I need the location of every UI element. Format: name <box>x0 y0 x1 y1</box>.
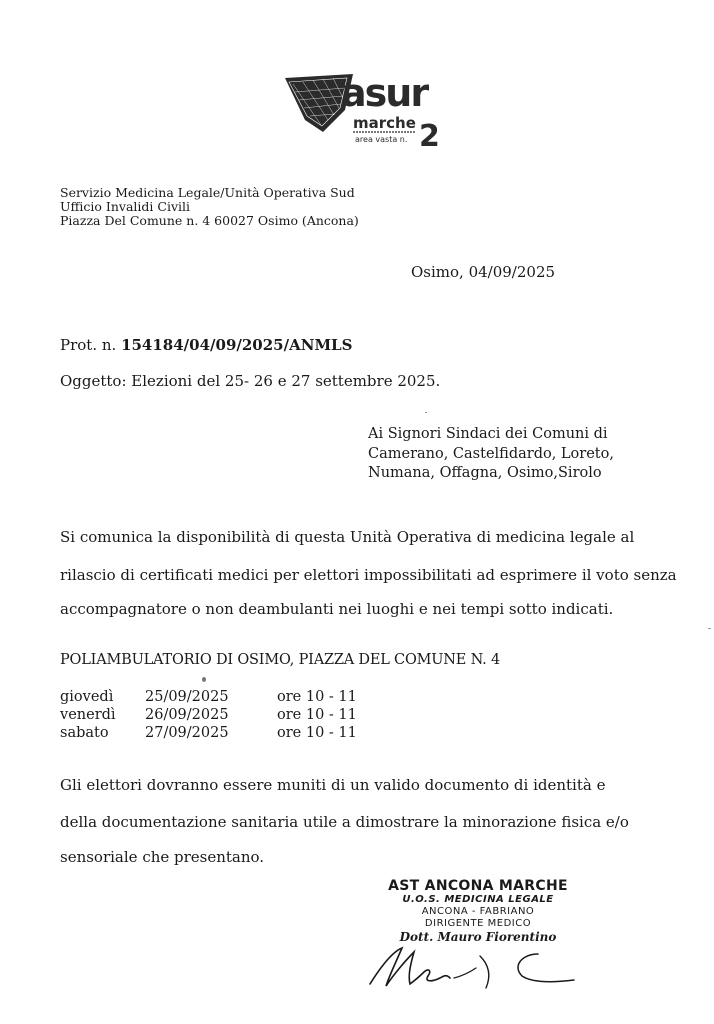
body-paragraph-line: rilascio di certificati medici per elettori impossibilitati ad esprimere il voto senza <box>60 566 677 584</box>
body-paragraph-line: Gli elettori dovranno essere muniti di un valido documento di identità e <box>60 776 606 794</box>
addressee-line: Camerano, Castelfidardo, Loreto, <box>368 445 614 462</box>
asur-marche-logo <box>283 70 443 152</box>
schedule-date: 27/09/2025 <box>145 725 229 741</box>
logo-number-text: 2 <box>419 119 440 152</box>
subject-line: Oggetto: Elezioni del 25- 26 e 27 settembre 2025. <box>60 372 441 390</box>
schedule-time: ore 10 - 11 <box>277 689 357 705</box>
stamp-role: DIRIGENTE MEDICO <box>424 918 532 929</box>
stamp-location: ANCONA - FABRIANO <box>421 906 535 917</box>
body-paragraph-line: accompagnatore o non deambulanti nei luoghi e nei tempi sotto indicati. <box>60 600 614 618</box>
logo-tagline-text: area vasta n. <box>355 135 408 144</box>
handwritten-signature <box>362 938 577 996</box>
scan-speck <box>425 412 427 413</box>
logo-brand-text: asur <box>341 71 428 115</box>
stamp-doctor-name: Dott. Mauro Fiorentino <box>399 930 557 944</box>
logo-graphic <box>283 70 443 152</box>
scan-speck <box>708 628 711 629</box>
body-paragraph-line: Si comunica la disponibilità di questa Unità Operativa di medicina legale al <box>60 528 635 546</box>
signature-graphic <box>362 938 577 996</box>
stamp-organization: AST ANCONA MARCHE <box>388 878 568 894</box>
addressee-line: Ai Signori Sindaci dei Comuni di <box>368 426 608 442</box>
schedule-row <box>60 689 400 707</box>
schedule-row <box>60 725 400 743</box>
protocol-line <box>60 336 352 354</box>
venue-line: POLIAMBULATORIO DI OSIMO, PIAZZA DEL COMUNE N. 4 <box>60 652 500 668</box>
schedule-date: 25/09/2025 <box>145 689 229 705</box>
logo-region-text: marche <box>353 114 416 132</box>
schedule-time: ore 10 - 11 <box>277 725 357 741</box>
official-stamp <box>378 878 578 944</box>
schedule-row <box>60 707 400 725</box>
schedule-day: sabato <box>60 725 109 741</box>
sender-block <box>60 186 359 228</box>
schedule-day: giovedì <box>60 689 114 705</box>
scan-speck <box>202 677 206 682</box>
stamp-unit: U.O.S. MEDICINA LEGALE <box>402 894 554 905</box>
body-paragraph-line: della documentazione sanitaria utile a dimostrare la minorazione fisica e/o <box>60 813 629 831</box>
sender-line: Ufficio Invalidi Civili <box>60 199 190 214</box>
sender-line: Servizio Medicina Legale/Unità Operativa Sud <box>60 185 355 200</box>
addressee-line: Numana, Offagna, Osimo,Sirolo <box>368 465 602 481</box>
schedule-day: venerdì <box>60 707 116 723</box>
body-paragraph-line: sensoriale che presentano. <box>60 848 265 866</box>
protocol-prefix: Prot. n. <box>60 336 122 354</box>
schedule-time: ore 10 - 11 <box>277 707 357 723</box>
addressee-block <box>368 425 614 484</box>
letter-date: Osimo, 04/09/2025 <box>411 263 556 281</box>
sender-line: Piazza Del Comune n. 4 60027 Osimo (Ancona) <box>60 213 359 228</box>
protocol-number: 154184/04/09/2025/ANMLS <box>121 336 353 354</box>
schedule-date: 26/09/2025 <box>145 707 229 723</box>
